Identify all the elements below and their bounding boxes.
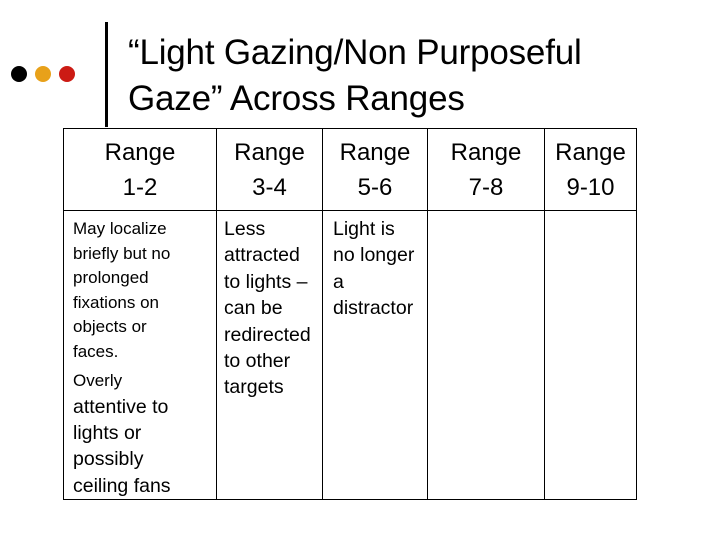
cell-line: attracted xyxy=(224,244,300,267)
cell-line: briefly but no xyxy=(73,243,171,263)
header-range-1-2 xyxy=(64,129,217,211)
header-range: 5-6 xyxy=(357,173,393,201)
cell-line: no longer xyxy=(333,244,415,267)
header-range-9-10 xyxy=(545,129,637,211)
header-range: 3-4 xyxy=(252,173,287,201)
header-range: 7-8 xyxy=(468,173,504,201)
slide-title xyxy=(128,30,708,122)
cell-line: ceiling fans xyxy=(73,474,171,497)
header-range-7-8 xyxy=(428,129,545,211)
title-line-2: Gaze” Across Ranges xyxy=(128,79,465,118)
header-range-5-6 xyxy=(323,129,428,211)
header-range: 9-10 xyxy=(566,173,615,201)
cell-line: Light is xyxy=(333,218,395,240)
cell-range-7-8 xyxy=(428,211,545,500)
cell-line: lights or xyxy=(73,421,142,444)
cell-line: distractor xyxy=(333,297,414,320)
cell-line: fixations on xyxy=(73,292,159,312)
cell-line: to lights – xyxy=(224,270,308,293)
orange-dot-icon xyxy=(35,66,51,82)
header-label: Range xyxy=(555,138,626,166)
header-row xyxy=(64,129,637,211)
cell-line: targets xyxy=(224,376,284,399)
cell-line: objects or xyxy=(73,317,147,336)
ranges-table xyxy=(63,128,637,500)
header-label: Range xyxy=(104,138,176,166)
cell-line: to other xyxy=(224,350,291,373)
header-range-3-4 xyxy=(217,129,323,211)
header-label: Range xyxy=(450,138,522,166)
red-dot-icon xyxy=(59,66,75,82)
cell-line: attentive to xyxy=(73,395,169,418)
cell-range-5-6 xyxy=(323,211,428,500)
cell-range-3-4 xyxy=(217,211,323,500)
cell-line: Overly xyxy=(73,371,123,390)
accent-dots xyxy=(11,66,75,84)
black-dot-icon xyxy=(11,66,27,82)
title-line-1: “Light Gazing/Non Purposeful xyxy=(128,33,582,72)
cell-line: redirected xyxy=(224,323,311,346)
body-row xyxy=(64,211,637,500)
title-divider xyxy=(105,22,108,127)
cell-line: Less xyxy=(224,218,266,240)
header-label: Range xyxy=(339,138,411,166)
cell-line: prolonged xyxy=(73,268,149,287)
cell-range-9-10 xyxy=(545,211,637,500)
cell-line: possibly xyxy=(73,448,144,471)
cell-line: a xyxy=(333,270,344,293)
header-range: 1-2 xyxy=(122,173,158,201)
header-label: Range xyxy=(234,138,305,166)
cell-line: faces. xyxy=(73,341,119,361)
cell-line: can be xyxy=(224,297,283,320)
cell-range-1-2 xyxy=(64,211,217,500)
cell-line: May localize xyxy=(73,219,167,238)
